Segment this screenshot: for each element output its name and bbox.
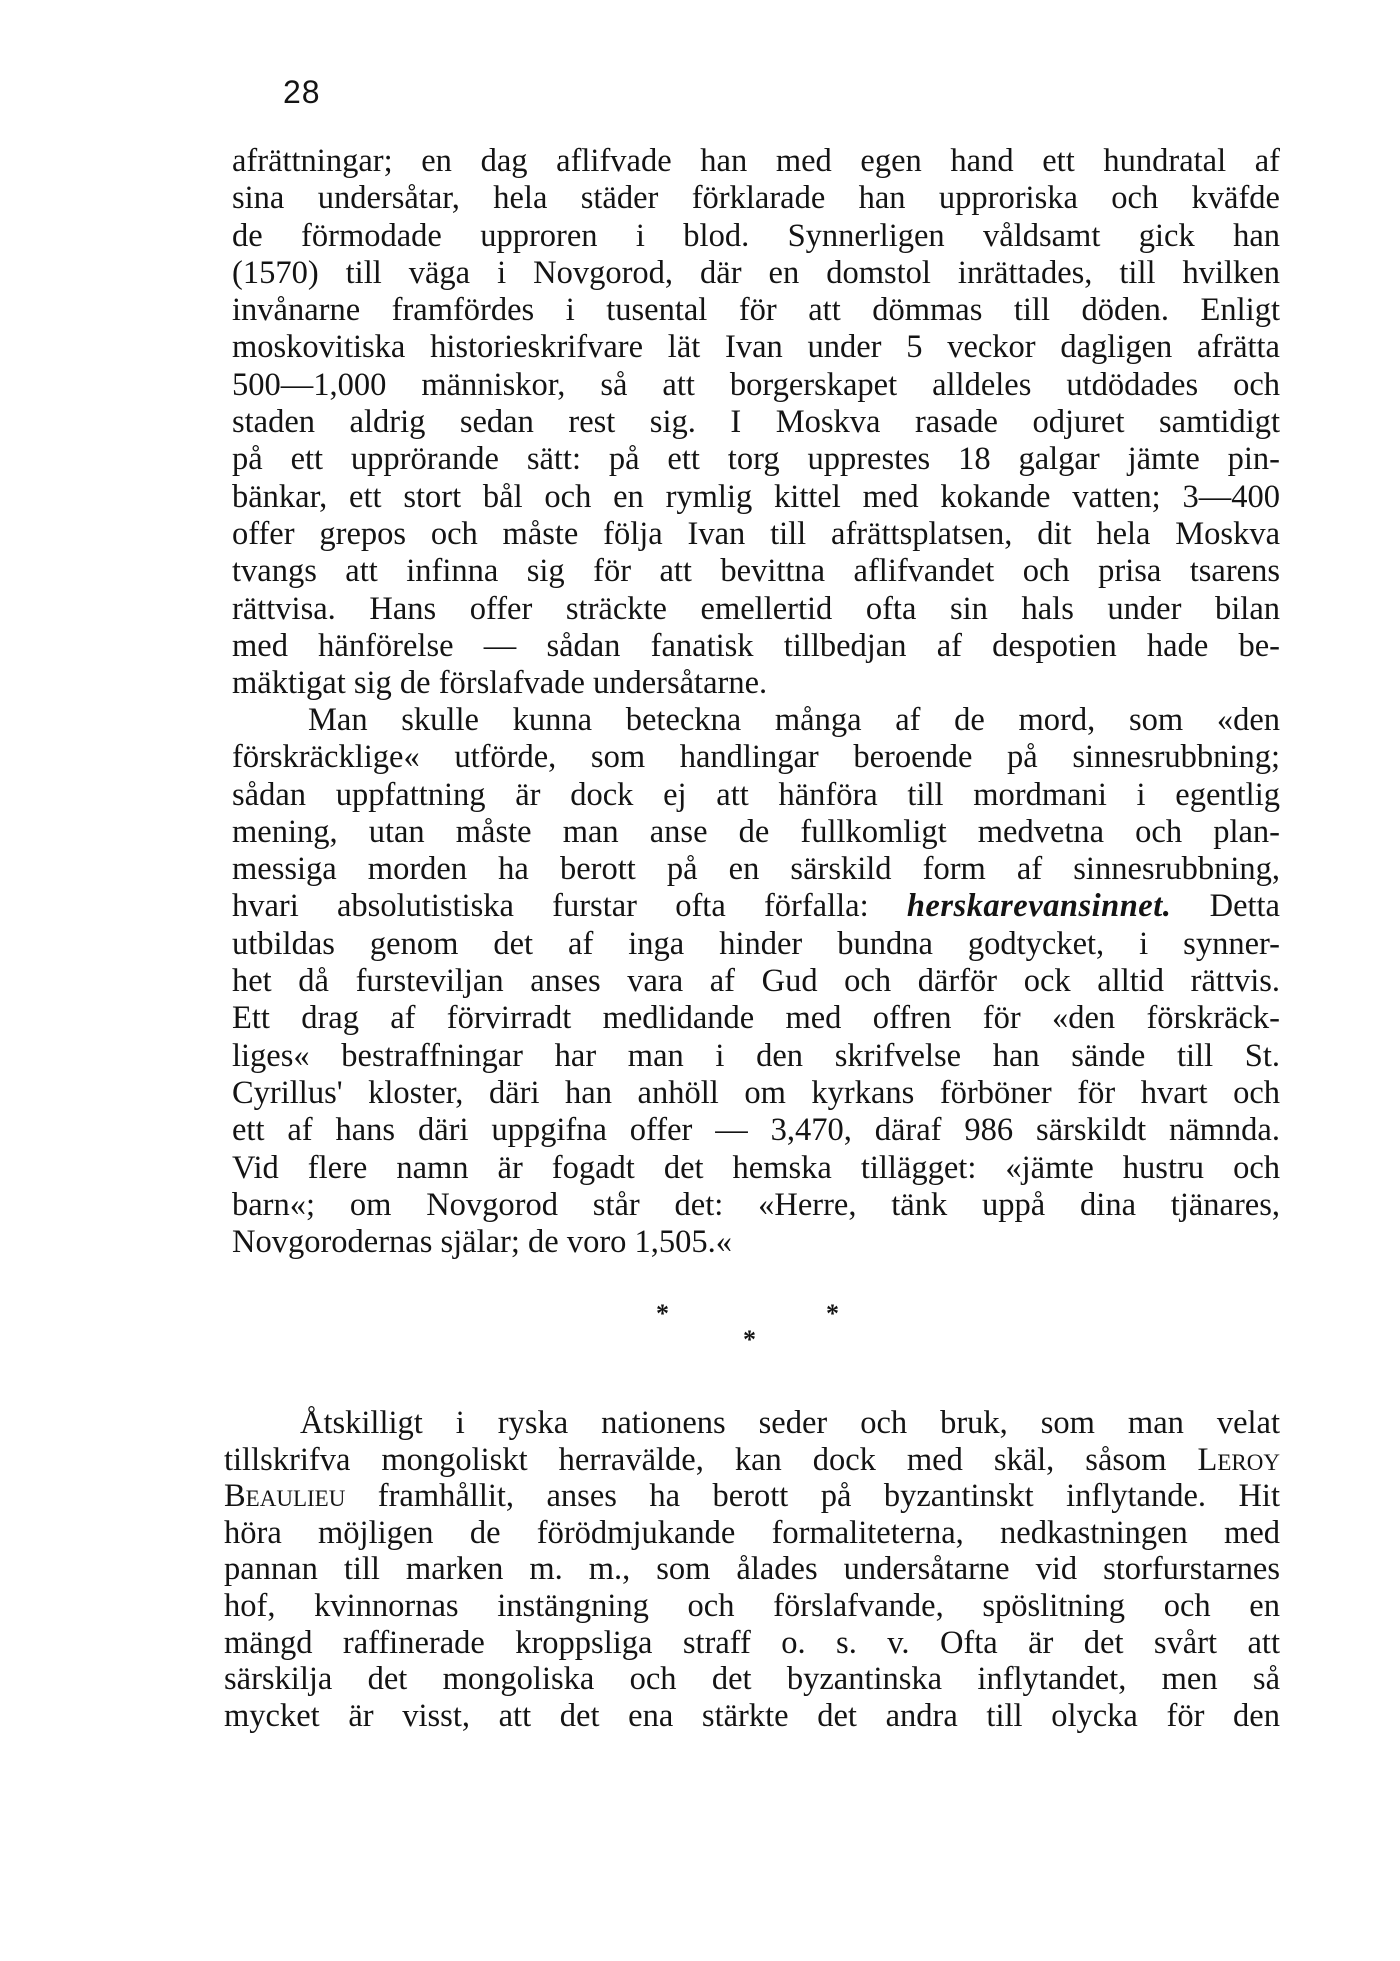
text-line: hof, kvinnornas instängning och förslafvande, spöslitning och en xyxy=(224,1587,1280,1624)
text-line: ett af hans däri uppgifna offer — 3,470, däraf 986 särskildt nämnda. xyxy=(232,1112,1280,1149)
text-line: messiga morden ha berott på en särskild form af sinnesrubbning, xyxy=(232,851,1280,888)
text-fragment: tillskrifva mongoliskt herravälde, kan dock med skäl, såsom xyxy=(224,1441,1198,1478)
text-line: Novgorodernas själar; de voro 1,505.« xyxy=(232,1224,733,1261)
text-line: Cyrillus' kloster, däri han anhöll om kyrkans förböner för hvart och xyxy=(232,1074,1280,1111)
text-line: Man skulle kunna beteckna många af de mord, som «den xyxy=(308,702,1280,738)
paragraph-continuation xyxy=(232,143,1280,702)
text-line: invånarne framfördes i tusental för att dömmas till döden. Enligt xyxy=(232,292,1280,329)
text-line: utbildas genom det af inga hinder bundna godtycket, i synner- xyxy=(232,925,1280,962)
text-fragment: hvari absolutistiska furstar ofta förfalla: xyxy=(232,888,907,925)
text-line: staden aldrig sedan rest sig. I Moskva rasade odjuret samtidigt xyxy=(232,404,1280,441)
text-line: särskilja det mongoliska och det byzantinska inflytandet, men så xyxy=(224,1661,1280,1698)
text-line: de förmodade upproren i blod. Synnerligen våldsamt gick han xyxy=(232,217,1280,254)
text-line: höra möjligen de förödmjukande formaliteterna, nedkastningen med xyxy=(224,1514,1280,1551)
text-line: pannan till marken m. m., som ålades undersåtarne vid storfurstarnes xyxy=(224,1551,1280,1588)
text-line: barn«; om Novgorod står det: «Herre, tänk uppå dina tjänares, xyxy=(232,1186,1280,1223)
text-line: 500—1,000 människor, så att borgerskapet alldeles utdödades och xyxy=(232,366,1280,403)
text-fragment: framhållit, anses ha berott på byzantinskt inflytande. Hit xyxy=(345,1478,1280,1515)
text-line: afrättningar; en dag aflifvade han med egen hand ett hundratal af xyxy=(232,143,1280,179)
text-line: sådan uppfattning är dock ej att hänföra till mordmani i egentlig xyxy=(232,776,1280,813)
page-number: 28 xyxy=(283,74,321,110)
emphasized-term: herskarevansinnet. xyxy=(906,888,1172,925)
text-line: offer grepos och måste följa Ivan till afrättsplatsen, dit hela Moskva xyxy=(232,515,1280,552)
text-line: mycket är visst, att det ena stärkte det andra till olycka för den xyxy=(224,1697,1280,1734)
text-line: Ett drag af förvirradt medlidande med offren för «den förskräck- xyxy=(232,1000,1280,1037)
text-line: het då fursteviljan anses vara af Gud och därför ock alltid rättvis. xyxy=(232,963,1280,1000)
text-line: Åtskilligt i ryska nationens seder och bruk, som man velat xyxy=(300,1405,1280,1441)
text-line: tvangs att infinna sig för att bevittna aflifvandet och prisa tsarens xyxy=(232,553,1280,590)
text-line: sina undersåtar, hela städer förklarade han upproriska och kväfde xyxy=(232,180,1280,217)
asterisk: * xyxy=(743,1325,756,1354)
text-line: rättvisa. Hans offer sträckte emellertid ofta sin hals under bilan xyxy=(232,590,1280,627)
text-line xyxy=(224,1478,1280,1515)
text-fragment: Detta xyxy=(1171,888,1280,925)
text-line: Vid flere namn är fogadt det hemska tillägget: «jämte hustru och xyxy=(232,1149,1280,1186)
asterisk: * xyxy=(656,1299,669,1328)
paragraph-madness xyxy=(232,702,1280,1261)
text-line: bänkar, ett stort bål och en rymlig kittel med kokande vatten; 3—400 xyxy=(232,478,1280,515)
author-name: Beaulieu xyxy=(224,1478,346,1515)
text-line: med hänförelse — sådan fanatisk tillbedjan af despotien hade be- xyxy=(232,627,1280,664)
author-name: Leroy xyxy=(1197,1441,1280,1478)
asterisk: * xyxy=(826,1299,839,1328)
text-line: liges« bestraffningar har man i den skrifvelse han sände till St. xyxy=(232,1037,1280,1074)
text-line: på ett upprörande sätt: på ett torg upprestes 18 galgar jämte pin- xyxy=(232,441,1280,478)
text-line: mäktigat sig de förslafvade undersåtarne. xyxy=(232,665,768,702)
paragraph-byzantine-influence xyxy=(224,1405,1280,1734)
text-line: förskräcklige« utförde, som handlingar beroende på sinnesrubbning; xyxy=(232,739,1280,776)
text-line: moskovitiska historieskrifvare lät Ivan under 5 veckor dagligen afrätta xyxy=(232,329,1280,366)
text-line: (1570) till väga i Novgorod, där en domstol inrättades, till hvilken xyxy=(232,254,1280,291)
text-line: mening, utan måste man anse de fullkomligt medvetna och plan- xyxy=(232,813,1280,850)
text-line xyxy=(224,1442,1280,1479)
text-line: mängd raffinerade kroppsliga straff o. s. v. Ofta är det svårt att xyxy=(224,1624,1280,1661)
text-line xyxy=(232,888,1280,925)
